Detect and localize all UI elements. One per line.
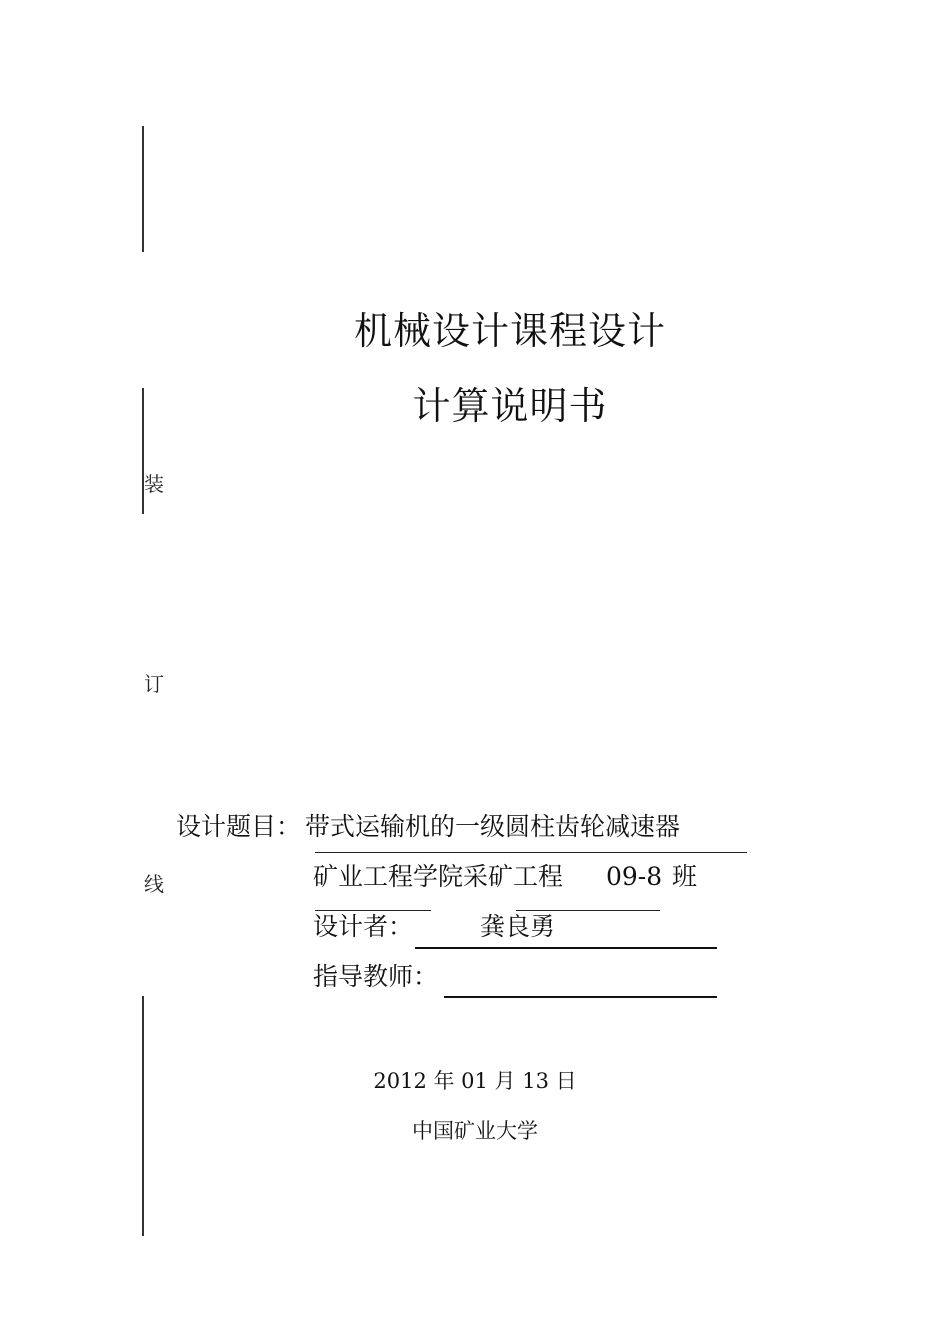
class-underline-left bbox=[315, 910, 431, 911]
advisor-underline bbox=[444, 996, 717, 998]
topic-underline bbox=[315, 852, 747, 853]
university-name: 中国矿业大学 bbox=[412, 1119, 538, 1143]
date-text: 2012 年 01 月 13 日 bbox=[373, 1069, 577, 1093]
binding-line-top bbox=[142, 126, 144, 252]
class-underline-right bbox=[516, 910, 660, 911]
class-college: 矿业工程学院采矿工程 bbox=[313, 862, 564, 891]
designer-underline bbox=[415, 947, 717, 949]
title-line-1: 机械设计课程设计 bbox=[353, 309, 666, 353]
binding-char-ding: 订 bbox=[144, 672, 164, 696]
designer-name: 龚良勇 bbox=[480, 912, 556, 941]
binding-char-zhuang: 装 bbox=[144, 472, 164, 496]
advisor-label: 指导教师： bbox=[313, 962, 439, 991]
title-line-2: 计算说明书 bbox=[412, 384, 608, 428]
binding-char-xian: 线 bbox=[144, 872, 164, 896]
topic-value: 带式运输机的一级圆柱齿轮减速器 bbox=[305, 812, 681, 841]
topic-label: 设计题目： bbox=[176, 812, 302, 841]
binding-line-bottom bbox=[142, 996, 144, 1236]
designer-label: 设计者： bbox=[313, 912, 414, 941]
class-number: 09-8 bbox=[606, 862, 663, 891]
class-suffix: 班 bbox=[672, 862, 698, 891]
